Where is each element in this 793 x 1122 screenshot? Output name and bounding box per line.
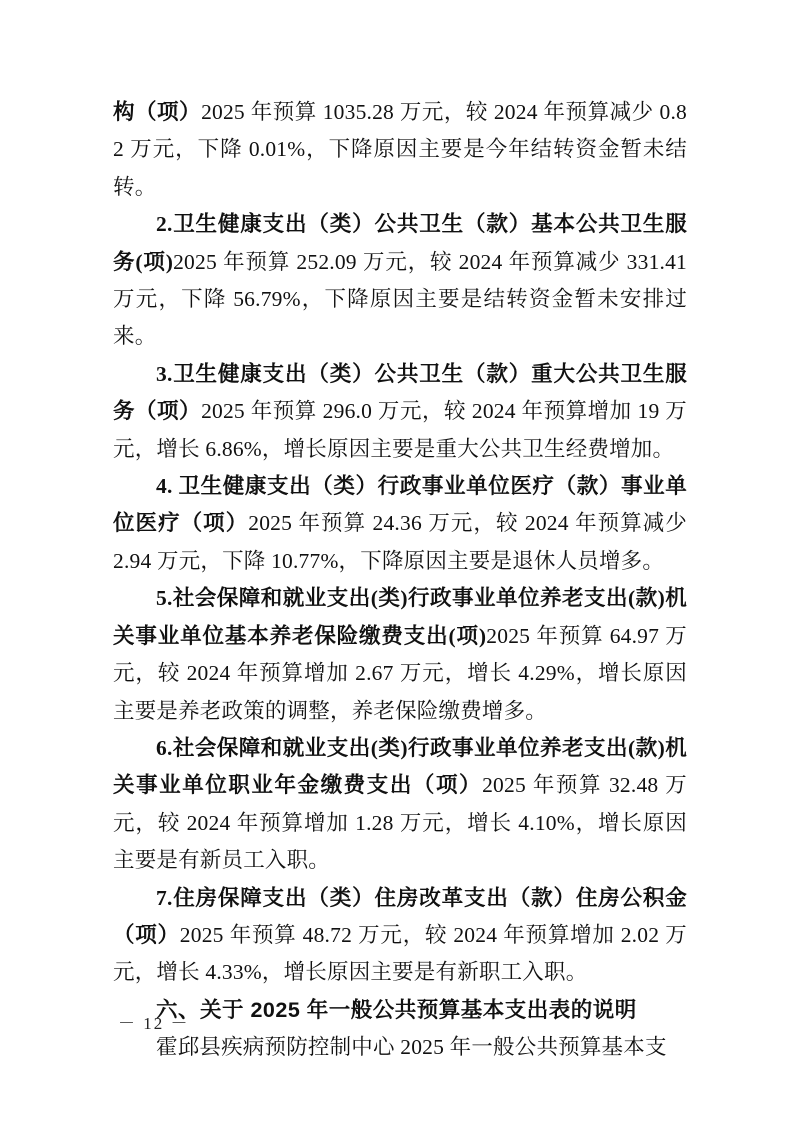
paragraph	[113, 356, 687, 468]
body-text-segment: 2025 年预算 1035.28 万元，较 2024 年预算减少 0.82 万元，下降 0.01%，下降原因主要是今年结转资金暂未结转。	[113, 100, 687, 199]
paragraph	[113, 1029, 687, 1066]
bold-text-segment: 六、关于 2025 年一般公共预算基本支出表的说明	[156, 997, 637, 1022]
document-body	[113, 94, 687, 1067]
body-text-segment: 2025 年预算 296.0 万元，较 2024 年预算增加 19 万元，增长 6.86%，增长原因主要是重大公共卫生经费增加。	[113, 399, 687, 461]
bold-text-segment: 5.社会保障和就业支出(类)行政事业单位养老支出(款)机关事业单位基本养老保险缴费支出(项)	[113, 586, 687, 648]
paragraph	[113, 580, 687, 730]
bold-text-segment: 4. 卫生健康支出（类）行政事业单位医疗（款）事业单位医疗（项）	[113, 474, 687, 536]
page-number: － 12 －	[118, 1014, 190, 1033]
bold-text-segment: 6.社会保障和就业支出(类)行政事业单位养老支出(款)机关事业单位职业年金缴费支出（项）	[113, 735, 687, 798]
body-text-segment: 2025 年预算 64.97 万元，较 2024 年预算增加 2.67 万元，增长 4.29%，增长原因主要是养老政策的调整，养老保险缴费增多。	[113, 623, 688, 723]
bold-text-segment: 3.卫生健康支出（类）公共卫生（款）重大公共卫生服务（项）	[113, 361, 687, 424]
section-heading	[113, 992, 687, 1029]
bold-text-segment: 7.住房保障支出（类）住房改革支出（款）住房公积金（项）	[113, 885, 687, 947]
paragraph	[113, 94, 687, 206]
body-text-segment: 2025 年预算 48.72 万元，较 2024 年预算增加 2.02 万元，增长 4.33%，增长原因主要是有新职工入职。	[113, 922, 687, 985]
bold-text-segment: 构（项）	[113, 100, 202, 124]
paragraph	[113, 730, 687, 880]
body-text-segment: 霍邱县疾病预防控制中心 2025 年一般公共预算基本支	[156, 1035, 667, 1060]
paragraph	[113, 468, 687, 580]
body-text-segment: 2025 年预算 32.48 万元，较 2024 年预算增加 1.28 万元，增长 4.10%，增长原因主要是有新员工入职。	[113, 773, 688, 873]
paragraph	[113, 880, 687, 992]
paragraph	[113, 206, 687, 356]
body-text-segment: 2025 年预算 252.09 万元，较 2024 年预算减少 331.41 万元，下降 56.79%，下降原因主要是结转资金暂未安排过来。	[113, 249, 687, 349]
bold-text-segment: 2.卫生健康支出（类）公共卫生（款）基本公共卫生服务(项)	[113, 212, 687, 274]
body-text-segment: 2025 年预算 24.36 万元，较 2024 年预算减少 2.94 万元，下降 10.77%，下降原因主要是退休人员增多。	[113, 511, 687, 573]
